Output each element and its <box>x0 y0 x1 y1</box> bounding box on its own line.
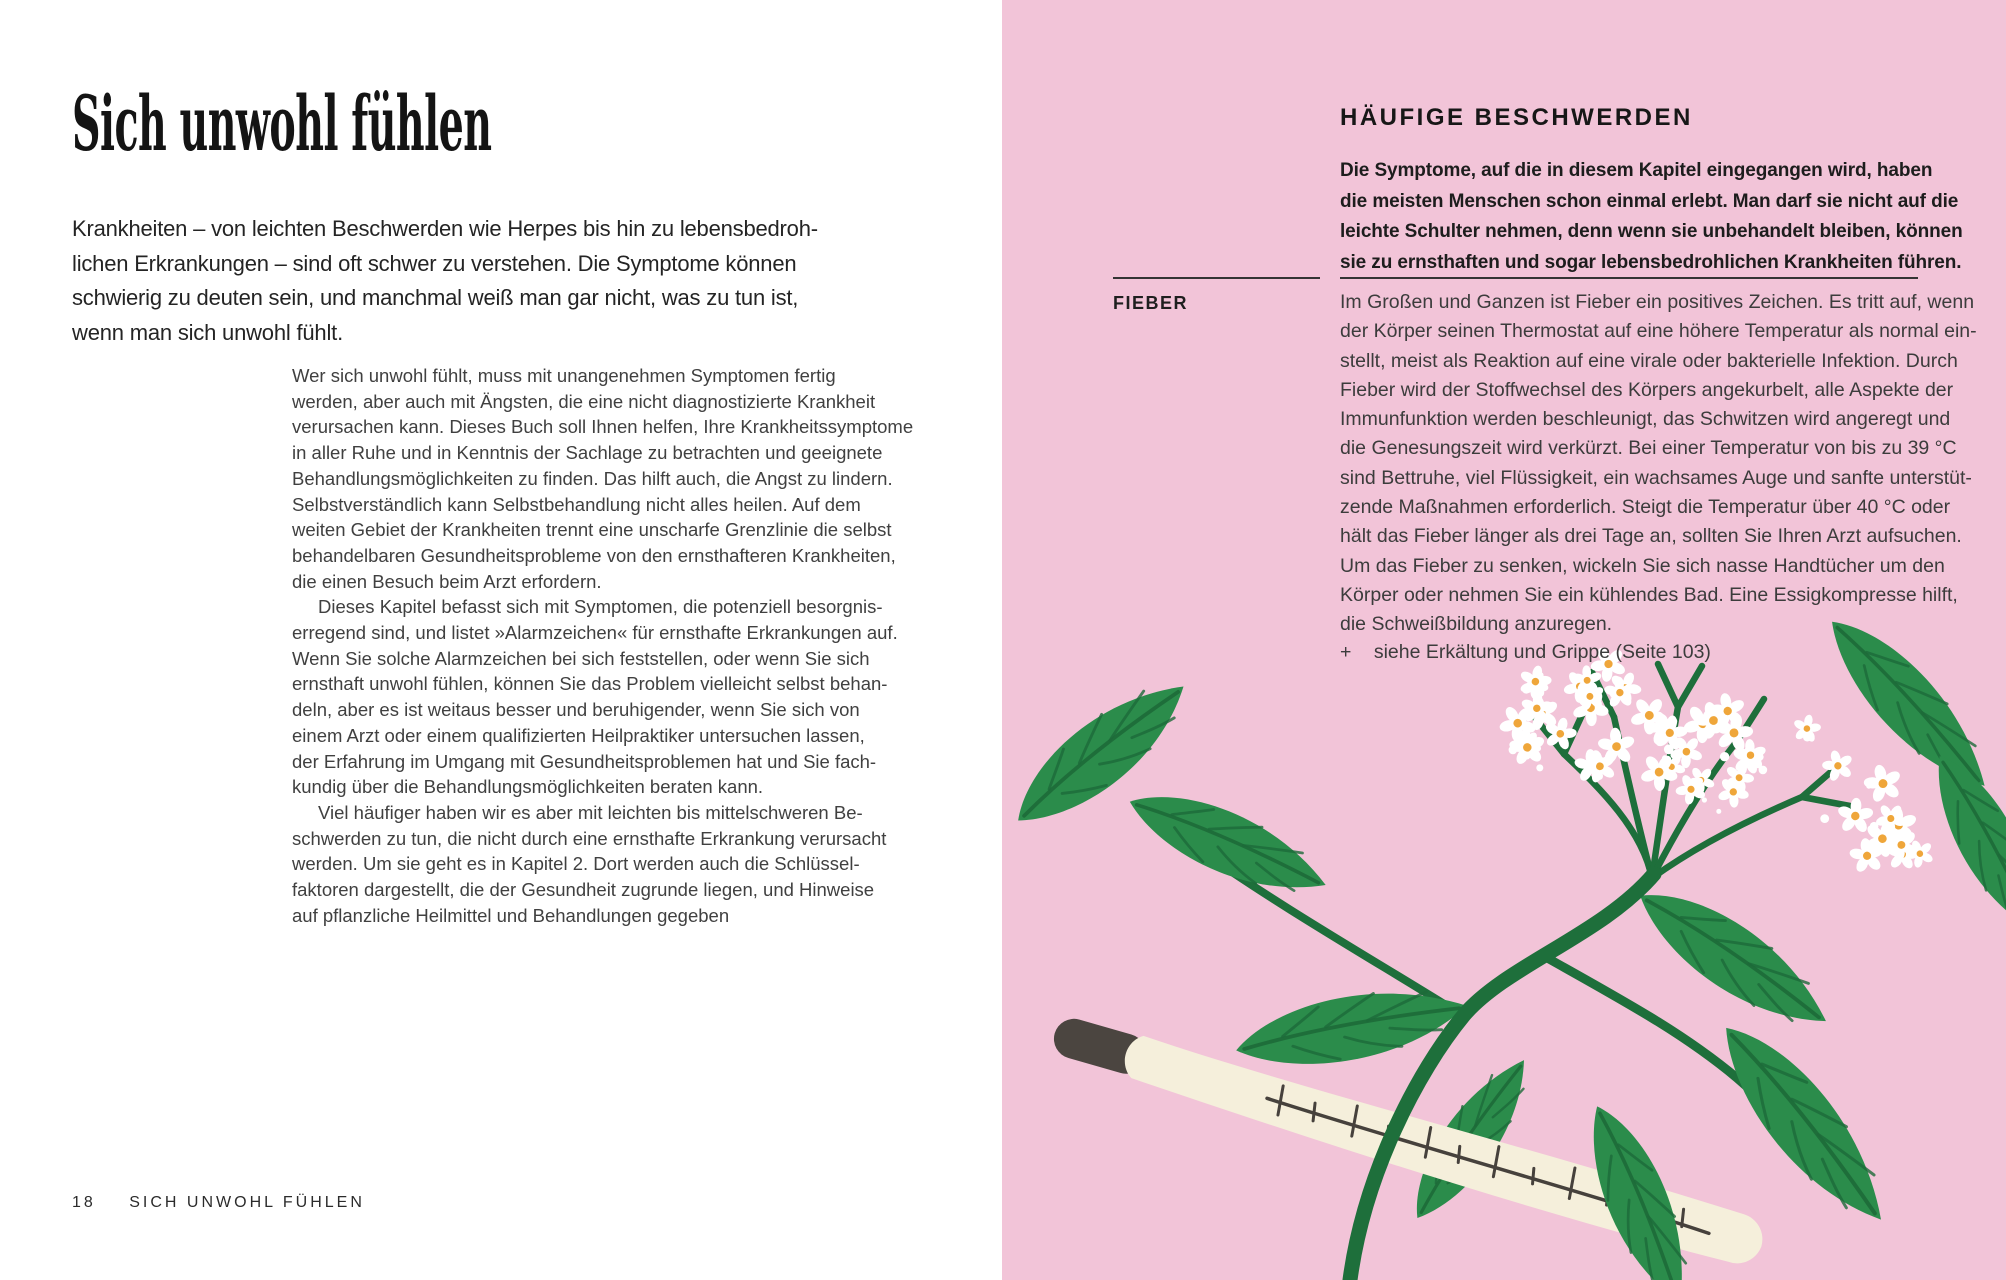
topic-label: FIEBER <box>1113 293 1189 313</box>
body-paragraph-3: Viel häufiger haben wir es aber mit leichten bis mittelschweren Be- schwerden zu tun, die nicht durch eine ernsthafte Erkrankung verursacht werden. Um sie geht es in Kapitel 2. Dort werden auch die Schlüssel- faktoren dargestellt, die der Gesundheit zugrunde liegen, und Hinweise auf pflanzliche Heilmittel und Behandlungen gegeben <box>292 801 887 926</box>
page-number: 18 <box>72 1194 96 1211</box>
chapter-title: Sich unwohl fühlen <box>72 79 492 168</box>
page-footer <box>72 1194 365 1212</box>
body-paragraph-1: Wer sich unwohl fühlt, muss mit unangenehmen Symptomen fertig werden, aber auch mit Ängsten, die eine nicht diagnostizierte Krankheit verursachen kann. Dieses Buch soll Ihnen helfen, Ihre Krankheitssymptome in aller Ruhe und in Kenntnis der Sachlage zu betrachten und geeignete Behandlungsmöglichkeiten zu finden. Das hilft auch, die Angst zu lindern. Selbstverständlich kann Selbstbehandlung nicht alles heilen. Auf dem weiten Gebiet der Krankheiten trennt eine unscharfe Grenzlinie die selbst behandelbaren Gesundheitsprobleme von den ernsthafteren Krankheiten, die einen Besuch beim Arzt erfordern. <box>292 365 914 592</box>
left-page <box>0 0 1002 1280</box>
right-page <box>1002 0 2006 1280</box>
leaves-back <box>1002 601 2006 1233</box>
chapter-lead: Krankheiten – von leichten Beschwerden wie Herpes bis hin zu lebensbedroh- lichen Erkrankungen – sind oft schwer zu verstehen. Die Symptome können schwierig zu deuten sein, und manchmal weiß man gar nicht, was zu tun ist, wenn man sich unwohl fühlt. <box>72 216 818 345</box>
left-body-column <box>292 363 913 928</box>
section-heading: HÄUFIGE BESCHWERDEN <box>1340 104 1693 131</box>
cross-reference <box>1340 641 1711 664</box>
label-rule <box>1113 277 1320 279</box>
body-rule <box>1340 277 1918 279</box>
running-title: SICH UNWOHL FÜHLEN <box>129 1194 365 1211</box>
section-lead: Die Symptome, auf die in diesem Kapitel eingegangen wird, haben die meisten Menschen schon einmal erlebt. Man darf sie nicht auf die leichte Schulter nehmen, denn wenn sie unbehandelt bleiben, können sie zu ernsthaften und sogar lebensbedrohlichen Krankheiten führen. <box>1340 160 1963 273</box>
plus-icon: + <box>1340 641 1352 663</box>
body-paragraph-2: Dieses Kapitel befasst sich mit Symptomen, die potenziell besorgnis- erregend sind, und listet »Alarmzeichen« für ernsthafte Erkrankungen auf. Wenn Sie solche Alarmzeichen bei sich feststellen, oder wenn Sie sich ernsthaft unwohl fühlen, können Sie das Problem vielleicht selbst behan- deln, aber es ist weitaus besser und beruhigender, wenn Sie sich von einem Arzt oder einem qualifizierten Heilpraktiker untersuchen lassen, der Erfahrung im Umgang mit Gesundheitsproblemen hat und Sie fach- kundig über die Behandlungsmöglichkeiten beraten kann. <box>292 596 898 798</box>
topic-body: Im Großen und Ganzen ist Fieber ein positives Zeichen. Es tritt auf, wenn der Körper seinen Thermostat auf eine höhere Temperatur als normal ein- stellt, meist als Reaktion auf eine virale oder bakterielle Infektion. Durch Fieber wird der Stoffwechsel des Körpers angekurbelt, alle Aspekte der Immunfunktion werden beschleunigt, das Schwitzen wird angeregt und die Genesungszeit wird verkürzt. Bei einer Temperatur von bis zu 39 °C sind Bettruhe, viel Flüssigkeit, ein wachsames Auge und sanfte unterstüt- zende Maßnahmen erforderlich. Steigt die Temperatur über 40 °C oder hält das Fieber länger als drei Tage an, sollten Sie Ihren Arzt aufsuchen. Um das Fieber zu senken, wickeln Sie sich nasse Handtücher um den Körper oder nehmen Sie ein kühlendes Bad. Eine Essigkompresse hilft, die Schweißbildung anzuregen. <box>1340 291 1977 636</box>
cross-reference-text: siehe Erkältung und Grippe (Seite 103) <box>1373 641 1711 663</box>
